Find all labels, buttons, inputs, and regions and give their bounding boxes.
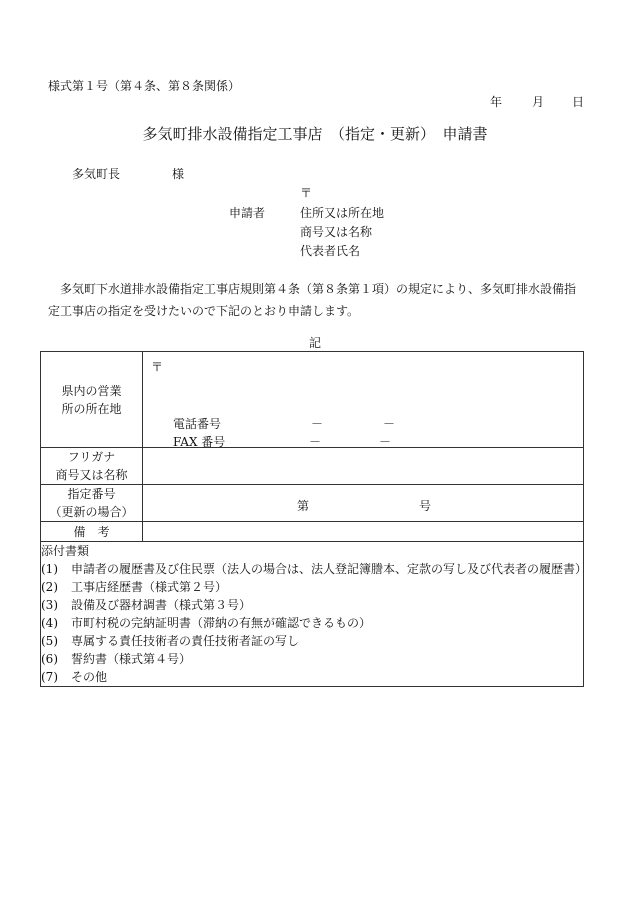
designation-number-row <box>41 485 584 522</box>
applicant-address-label: 住所又は所在地 <box>300 206 385 220</box>
attachment-item <box>41 578 583 596</box>
attachment-number: (1) <box>41 562 58 576</box>
designation-number-field[interactable] <box>143 485 584 522</box>
ki-heading: 記 <box>308 336 321 350</box>
office-address-label: 県内の営業所の所在地 <box>61 383 122 416</box>
company-name-field[interactable] <box>143 448 584 485</box>
attachment-item <box>41 650 583 668</box>
attachment-text: 専属する責任技術者の責任技術者証の写し <box>71 634 300 648</box>
office-address-field[interactable] <box>143 352 584 448</box>
attachment-number: (3) <box>41 598 58 612</box>
attachment-item <box>41 632 583 650</box>
attachments-cell <box>41 542 588 687</box>
attachment-number: (5) <box>41 634 58 648</box>
applicant-postal-mark: 〒 <box>300 186 313 200</box>
application-statement: 多気町下水道排水設備指定工事店規則第４条（第８条第１項）の規定により、多気町排水設備指定工事店の指定を受けたいので下記のとおり申請します。 <box>48 282 577 318</box>
company-name-label: 商号又は名称 <box>55 468 128 482</box>
attachment-number: (7) <box>41 670 58 684</box>
furigana-label: フリガナ <box>67 450 116 464</box>
attachment-text: その他 <box>71 670 108 684</box>
attachment-item <box>41 614 583 632</box>
attachments-title: 添付書類 <box>41 544 90 558</box>
tel-dash-2: － <box>383 417 396 431</box>
tel-dash-1: － <box>311 417 324 431</box>
designation-number-label: 指定番号 <box>67 487 116 501</box>
renewal-note: （更新の場合） <box>49 505 134 519</box>
applicant-representative-label: 代表者氏名 <box>300 244 361 258</box>
date-year: 年 <box>490 95 503 109</box>
number-suffix: 号 <box>419 499 432 513</box>
attachment-item <box>41 596 583 614</box>
designation-number-label-cell <box>41 485 143 522</box>
document-title: 多気町排水設備指定工事店 （指定・更新） 申請書 <box>142 125 488 143</box>
fax-label: FAX 番号 <box>173 435 226 449</box>
office-postal-mark: 〒 <box>151 360 164 374</box>
attachment-text: 申請者の履歴書及び住民票（法人の場合は、法人登記簿謄本、定款の写し及び代表者の履歴書） <box>71 562 588 576</box>
form-number: 様式第１号（第４条、第８条関係） <box>48 79 241 93</box>
attachment-item <box>41 668 583 686</box>
office-address-label-cell <box>41 352 143 448</box>
attachment-item <box>41 560 588 578</box>
attachment-text: 誓約書（様式第４号） <box>71 652 192 666</box>
fax-dash-2: － <box>379 435 392 449</box>
attachment-text: 設備及び器材調書（様式第３号） <box>71 598 252 612</box>
applicant-company-label: 商号又は名称 <box>300 225 373 239</box>
fax-dash-1: － <box>309 435 322 449</box>
company-name-label-cell <box>41 448 143 485</box>
attachment-text: 工事店経歴書（様式第２号） <box>71 580 228 594</box>
office-address-row <box>41 352 584 448</box>
company-name-row <box>41 448 584 485</box>
addressee-name: 多気町長 <box>72 167 121 181</box>
attachment-number: (2) <box>41 580 58 594</box>
remarks-row <box>41 522 584 542</box>
number-prefix: 第 <box>297 499 310 513</box>
remarks-field[interactable] <box>143 522 584 542</box>
attachment-number: (6) <box>41 652 58 666</box>
date-day: 日 <box>572 95 585 109</box>
applicant-label: 申請者 <box>229 206 266 220</box>
application-table <box>40 351 588 687</box>
tel-label: 電話番号 <box>173 417 222 431</box>
remarks-label: 備 考 <box>41 522 143 542</box>
attachment-number: (4) <box>41 616 58 630</box>
addressee-honorific: 様 <box>172 167 185 181</box>
attachment-text: 市町村税の完納証明書（滞納の有無が確認できるもの） <box>71 616 372 630</box>
attachments-row <box>41 542 584 687</box>
date-month: 月 <box>532 95 545 109</box>
